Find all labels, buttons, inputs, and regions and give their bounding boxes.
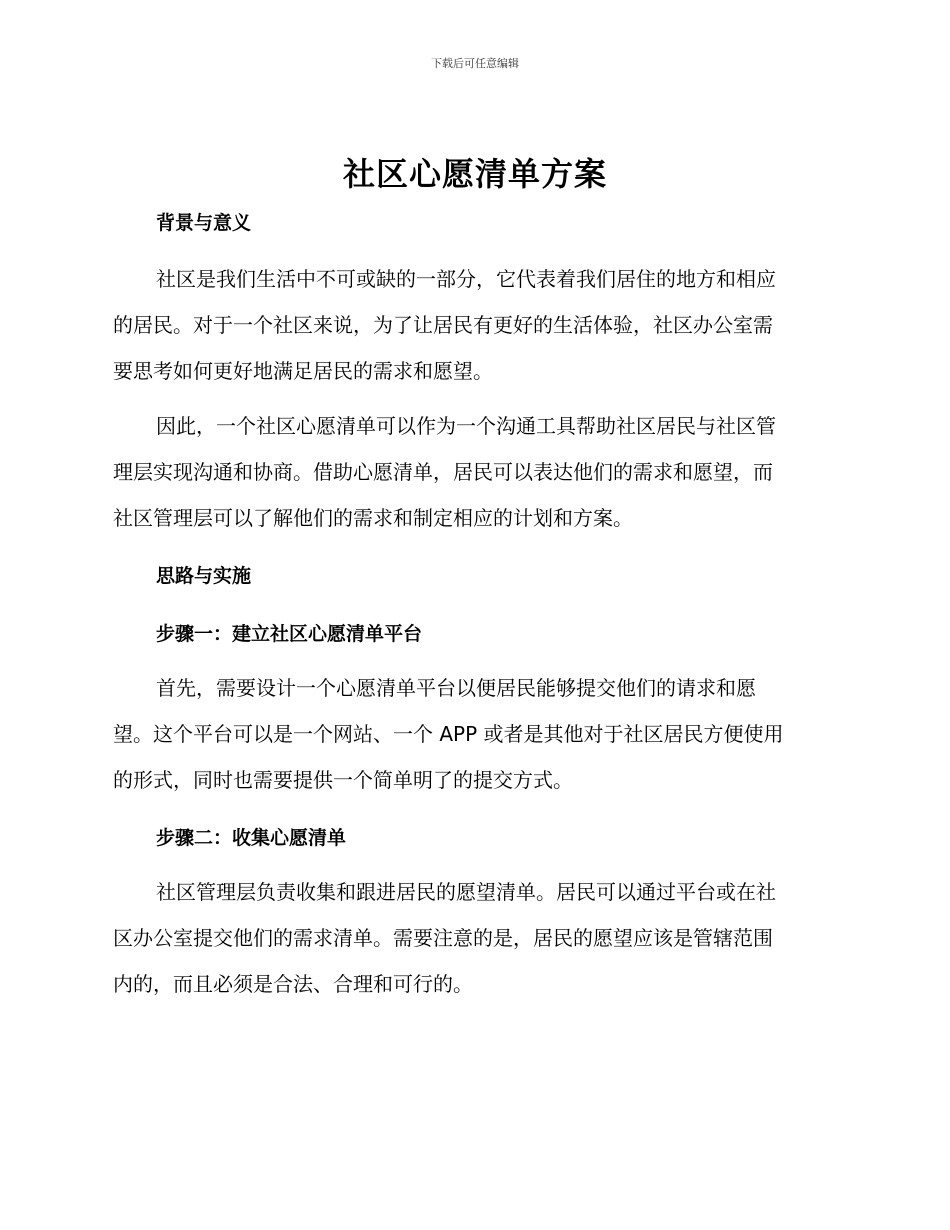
paragraph-line: 首先，需要设计一个心愿清单平台以便居民能够提交他们的请求和愿 (156, 676, 756, 700)
paragraph-line: 理层实现沟通和协商。借助心愿清单，居民可以表达他们的需求和愿望，而 (113, 460, 773, 484)
section-heading-step-one: 步骤一：建立社区心愿清单平台 (156, 623, 423, 645)
paragraph-line: 因此，一个社区心愿清单可以作为一个沟通工具帮助社区居民与社区管 (156, 414, 776, 438)
paragraph-line: 区办公室提交他们的需求清单。需要注意的是，居民的愿望应该是管辖范围 (113, 926, 773, 950)
paragraph-line: 社区管理层负责收集和跟进居民的愿望清单。居民可以通过平台或在社 (156, 880, 776, 904)
paragraph-line: 的形式，同时也需要提供一个简单明了的提交方式。 (113, 768, 573, 792)
paragraph-line: 要思考如何更好地满足居民的需求和愿望。 (113, 359, 493, 383)
section-heading-background: 背景与意义 (156, 212, 252, 234)
paragraph-line: 社区管理层可以了解他们的需求和制定相应的计划和方案。 (113, 506, 633, 530)
document-title: 社区心愿清单方案 (342, 155, 607, 193)
paragraph-line: 的居民。对于一个社区来说，为了让居民有更好的生活体验，社区办公室需 (113, 313, 773, 337)
paragraph-line: 望。这个平台可以是一个网站、一个 APP 或者是其他对于社区居民方便使用 (113, 722, 784, 746)
section-heading-step-two: 步骤二：收集心愿清单 (156, 827, 347, 849)
header-note: 下载后可任意编辑 (431, 57, 519, 70)
paragraph-step-one (113, 665, 843, 803)
paragraph-background-1 (113, 256, 843, 394)
paragraph-background-2 (113, 403, 843, 541)
paragraph-line: 社区是我们生活中不可或缺的一部分，它代表着我们居住的地方和相应 (156, 267, 776, 291)
section-heading-approach: 思路与实施 (156, 565, 252, 587)
paragraph-step-two (113, 869, 843, 1007)
paragraph-line: 内的，而且必须是合法、合理和可行的。 (113, 972, 473, 996)
